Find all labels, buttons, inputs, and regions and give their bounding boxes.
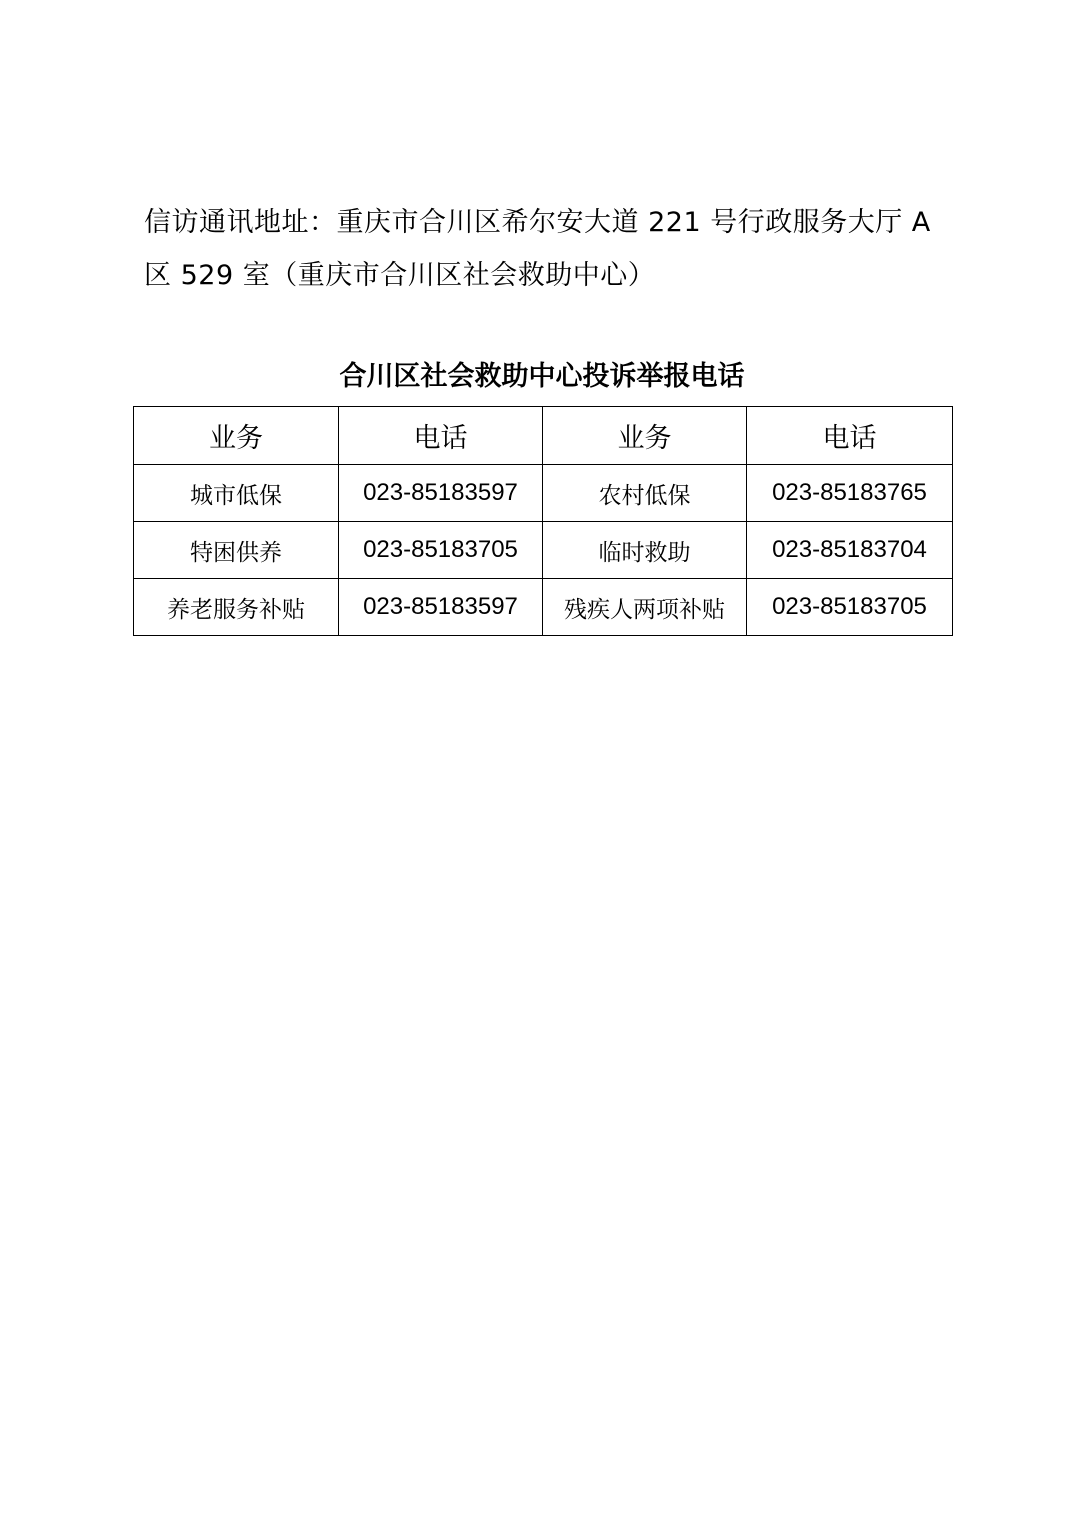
- header-service: 业务: [543, 407, 747, 465]
- service-cell: 残疾人两项补贴: [543, 579, 747, 636]
- header-phone: 电话: [747, 407, 953, 465]
- service-cell: 特困供养: [134, 522, 339, 579]
- header-phone: 电话: [339, 407, 543, 465]
- phone-cell: 023-85183705: [747, 579, 953, 636]
- address-line-1: 信访通讯地址：重庆市合川区希尔安大道 221 号行政服务大厅 A: [144, 207, 931, 238]
- service-cell: 临时救助: [543, 522, 747, 579]
- table-row: [134, 522, 953, 579]
- address-paragraph: [144, 196, 952, 302]
- phone-cell: 023-85183597: [339, 579, 543, 636]
- table-header-row: [134, 407, 953, 465]
- phone-cell: 023-85183705: [339, 522, 543, 579]
- phone-cell: 023-85183597: [339, 465, 543, 522]
- phone-cell: 023-85183704: [747, 522, 953, 579]
- service-cell: 农村低保: [543, 465, 747, 522]
- complaint-hotline-table: [133, 406, 953, 636]
- table-row: [134, 465, 953, 522]
- phone-cell: 023-85183765: [747, 465, 953, 522]
- header-service: 业务: [134, 407, 339, 465]
- table-title: 合川区社会救助中心投诉举报电话: [339, 361, 745, 392]
- service-cell: 养老服务补贴: [134, 579, 339, 636]
- address-line-2: 区 529 室（重庆市合川区社会救助中心）: [144, 260, 656, 291]
- service-cell: 城市低保: [134, 465, 339, 522]
- table-row: [134, 579, 953, 636]
